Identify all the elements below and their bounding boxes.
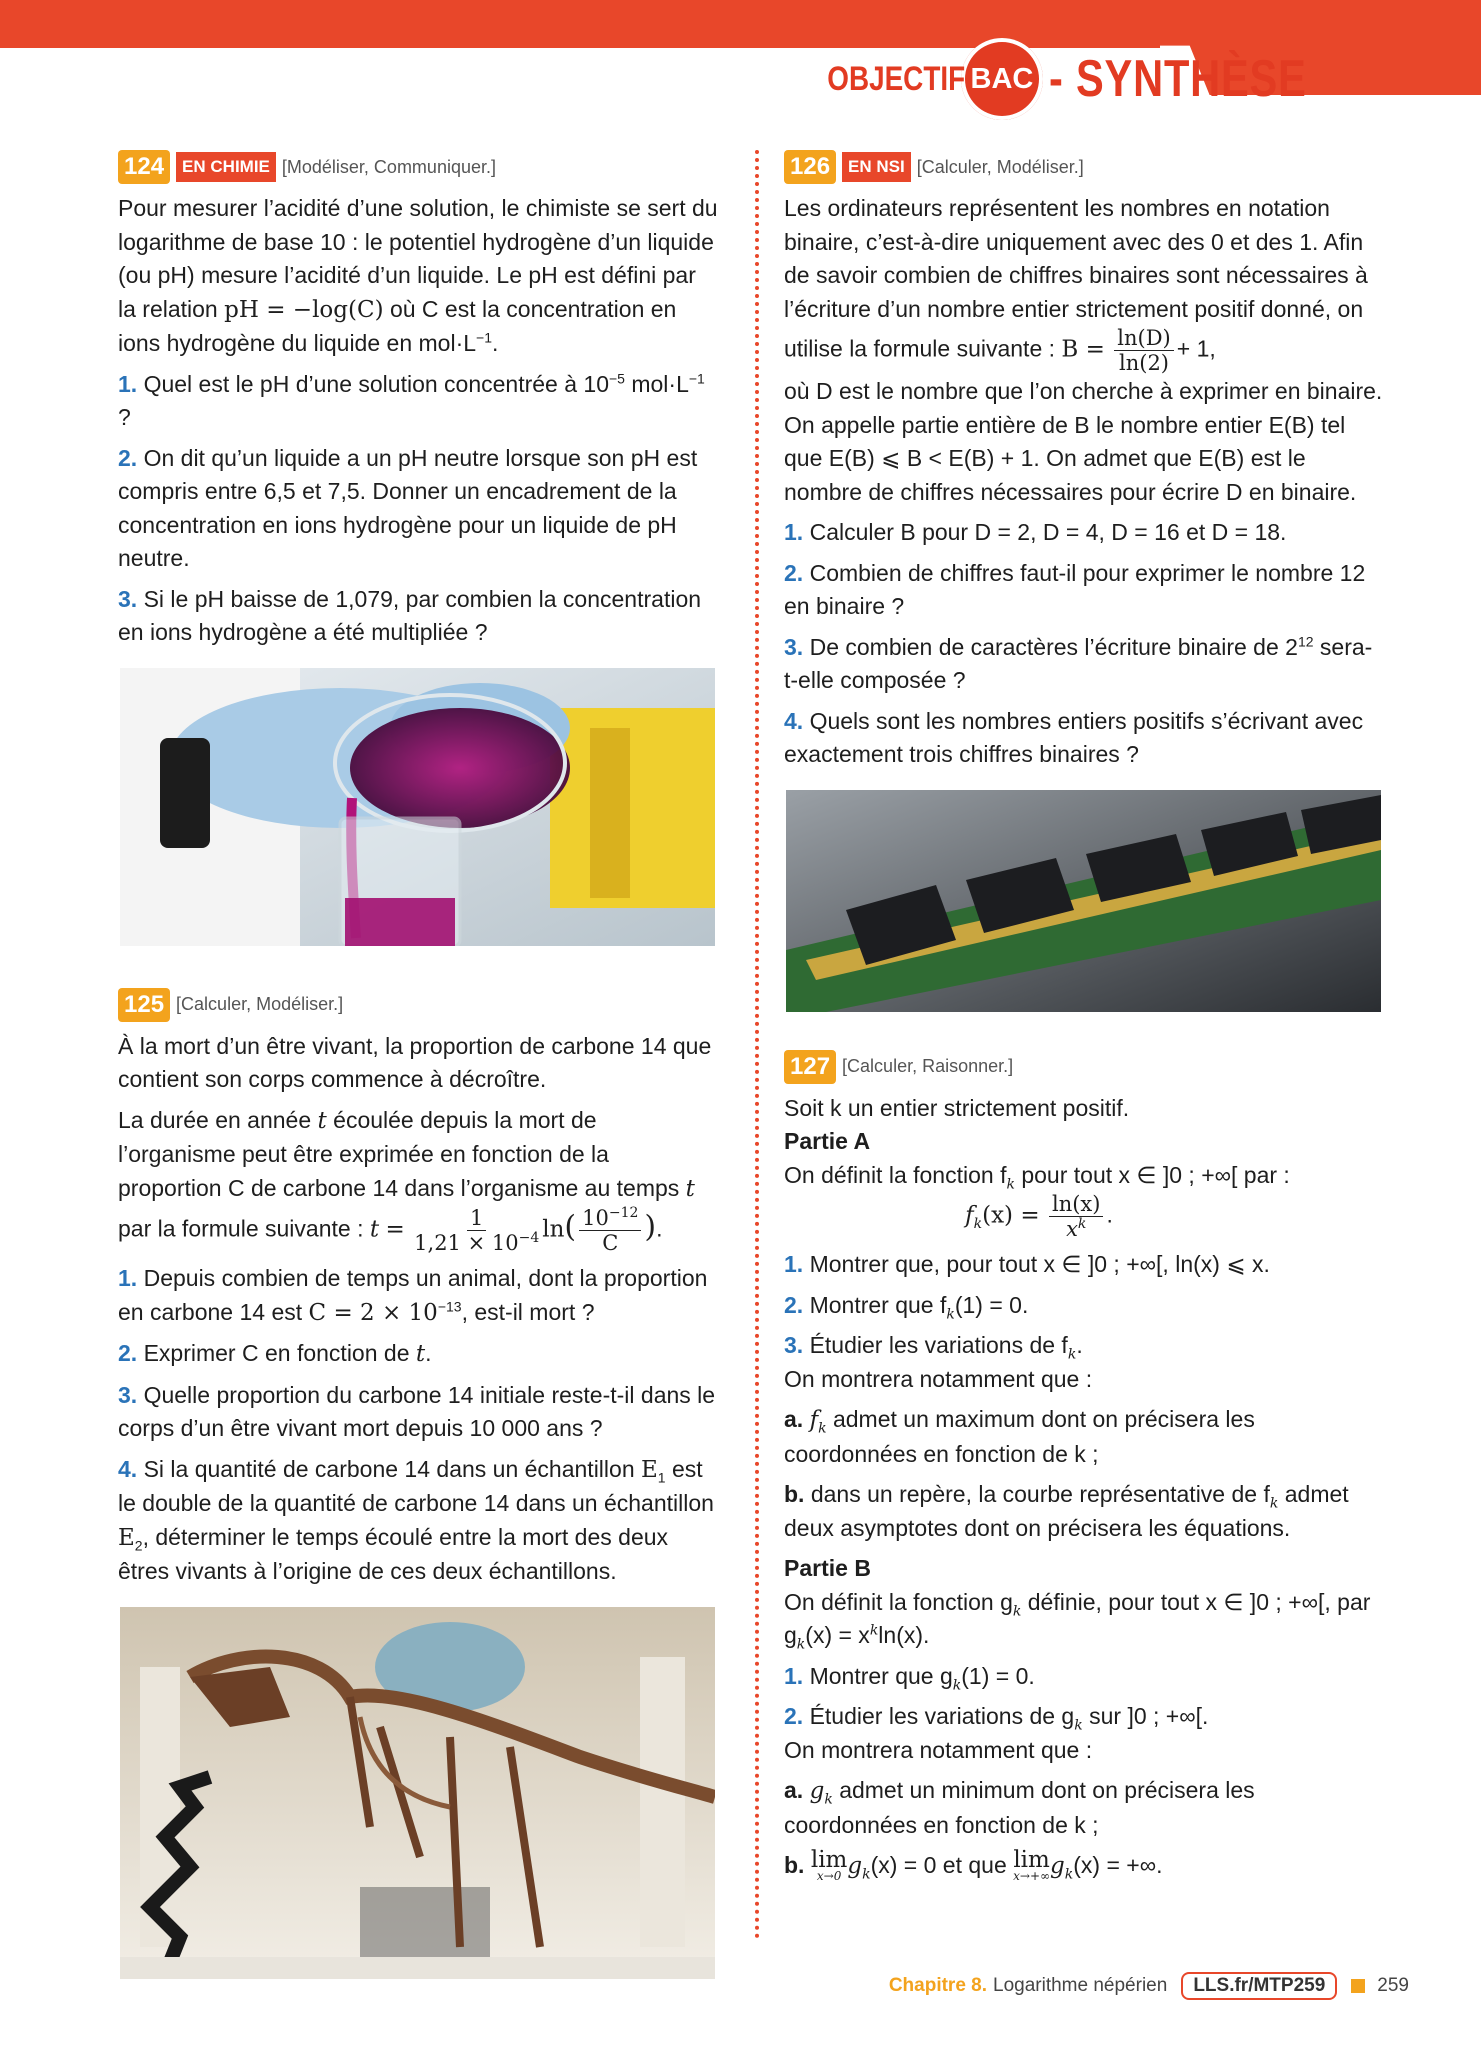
exercise-124 [118, 150, 718, 946]
question-4: 4. Quels sont les nombres entiers positifs s’écrivant avec exactement trois chiffres binaires ? [784, 707, 1364, 767]
chapter-label: Chapitre 8. [888, 1975, 988, 1996]
exercise-126 [784, 150, 1384, 1012]
question-1: 1. Quel est le pH d’une solution concentrée à $10^{-5}$ $mol\cdot L^{-1}$ ? [118, 369, 705, 430]
exercise-intro: Soit k un entier strictement positif. [784, 1094, 1130, 1121]
section-header [797, 38, 1371, 120]
part-b-title: Partie B [784, 1555, 871, 1581]
ram-photo [786, 790, 1384, 1012]
right-column [784, 150, 1384, 1884]
part-b-question-2: 2. Étudier les variations de $g_k$ sur ]0 ; +∞[. On montrera notamment que : [784, 1703, 1209, 1763]
exercise-skills: [Modéliser, Communiquer.] [281, 156, 496, 177]
part-a-title: Partie A [784, 1128, 871, 1154]
exercise-125 [118, 988, 718, 1979]
exercise-skills: [Calculer, Raisonner.] [842, 1056, 1014, 1076]
exercise-intro: Les ordinateurs représentent les nombres en notation binaire, c’est-à-dire uniquement avec des 0 et des 1. Afin de savoir combien de chiffres binaires sont nécessaires à l’écriture d’un nombre entier strictement positif donné, on utilise la formule suivante : B = $\frac{\ln(D)}{\ln(2)}$ + 1, [784, 195, 1368, 375]
part-b-definition: On définit la fonction $g_k$ définie, pour tout x ∈ ]0 ; +∞[, par $g_k(x) = x^k\ln(x)$. [784, 1588, 1371, 1653]
page-footer [889, 1972, 1409, 2000]
exercise-context: La durée en année t écoulée depuis la mort de l’organisme peut être exprimée en fonction de la proportion C de carbone 14 dans l’organisme au temps t par la formule suivante : t = $\frac{1}{1,21 \times 10^{-4}}$ ln( $\frac{10^{-12}}{C}$ ). [118, 1106, 695, 1255]
exercise-intro: À la mort d’un être vivant, la proportion de carbone 14 que contient son corps commence à décroître. [118, 1032, 712, 1092]
exercise-number: 124 [118, 150, 170, 184]
exercise-skills: [Calculer, Modéliser.] [176, 994, 344, 1014]
exercise-number: 125 [118, 988, 170, 1022]
question-2: 2. On dit qu’un liquide a un pH neutre lorsque son pH est compris entre 6,5 et 7,5. Donner un encadrement de la concentration en ions hydrogène pour un liquide de pH neutre. [118, 444, 698, 571]
synthese-label: - SYNTHÈSE [1048, 50, 1307, 108]
question-4: 4. Si la quantité de carbone 14 dans un échantillon $E_1$ est le double de la quantité de carbone 14 dans un échantillon $E_2$, déterminer le temps écoulé entre la mort des deux êtres vivants à l’origine de ces deux échantillons. [118, 1455, 714, 1584]
exercise-number: 127 [784, 1050, 836, 1084]
exercise-number: 126 [784, 150, 836, 184]
question-2: 2. Exprimer C en fonction de t. [118, 1340, 432, 1367]
bac-badge: BAC [961, 38, 1043, 120]
question-1: 1. Calculer B pour D = 2, D = 4, D = 16 et D = 18. [784, 519, 1287, 545]
objectif-label: OBJECTIF [827, 59, 965, 98]
exercise-context: où D est le nombre que l’on cherche à exprimer en binaire. On appelle partie entière de B le nombre entier E(B) tel que E(B) ⩽ B < E(B) + 1. On admet que E(B) est le nombre de chiffres nécessaires pour écrire D en binaire. [784, 378, 1383, 505]
exercise-tag: EN CHIMIE [176, 152, 276, 182]
resource-link[interactable]: LLS.fr/MTP259 [1181, 1972, 1337, 2000]
part-a-formula: $f_k(x)$ = $\frac{\ln(x)}{x^k}$ . [965, 1192, 1113, 1241]
column-divider [755, 150, 759, 1940]
exercise-tag: EN NSI [842, 152, 911, 182]
part-b-question-2b: b. lim x→0 $g_k(x) = 0$ et que lim x→+∞ $g_k(x)$ = +∞. [784, 1847, 1163, 1883]
page-marker-icon [1351, 1979, 1365, 1993]
part-a-definition: On définit la fonction $f_k$ pour tout x ∈ ]0 ; +∞[ par : [784, 1161, 1290, 1193]
question-3b: b. dans un repère, la courbe représentative de $f_k$ admet deux asymptotes dont on précisera les équations. [784, 1481, 1349, 1541]
part-b-question-1: 1. Montrer que $g_k(1) = 0$. [784, 1662, 1035, 1694]
exercise-skills: [Calculer, Modéliser.] [916, 156, 1084, 177]
part-b-question-2a: a. $g_k$ admet un minimum dont on précisera les coordonnées en fonction de k ; [784, 1777, 1255, 1838]
exercise-intro: Pour mesurer l’acidité d’une solution, le chimiste se sert du logarithme de base 10 : le potentiel hydrogène d’un liquide (ou pH) mesure l’acidité d’un liquide. Le pH est défini par la relation pH = −log(C) où C est la concentration en ions hydrogène du liquide en $mol\cdot L^{-1}$. [118, 195, 718, 356]
question-3a: a. $f_k$ admet un maximum dont on précisera les coordonnées en fonction de k ; [784, 1406, 1255, 1467]
question-3: 3. Si le pH baisse de 1,079, par combien la concentration en ions hydrogène a été multipliée ? [118, 585, 702, 645]
question-1: 1. Depuis combien de temps un animal, dont la proportion en carbone 14 est $C = 2 \times 10^{-13}$, est-il mort ? [118, 1265, 708, 1326]
page-number: 259 [1377, 1975, 1409, 1996]
question-2: 2. Montrer que $f_k(1) = 0$. [784, 1291, 1029, 1323]
exercise-127 [784, 1050, 1384, 1884]
left-column [118, 150, 718, 1979]
question-3: 3. De combien de caractères l’écriture binaire de $2^{12}$ sera-t-elle composée ? [784, 632, 1373, 693]
chapter-title: Logarithme népérien [993, 1975, 1168, 1996]
question-3: 3. Étudier les variations de $f_k$. On montrera notamment que : [784, 1332, 1093, 1392]
question-3: 3. Quelle proportion du carbone 14 initiale reste-t-il dans le corps d’un être vivant mort depuis 10 000 ans ? [118, 1381, 716, 1441]
question-1: 1. Montrer que, pour tout x ∈ ]0 ; +∞[, ln(x) ⩽ x. [784, 1251, 1270, 1277]
question-2: 2. Combien de chiffres faut-il pour exprimer le nombre 12 en binaire ? [784, 559, 1366, 619]
chemistry-photo [120, 668, 718, 946]
dinosaur-photo [120, 1607, 718, 1979]
